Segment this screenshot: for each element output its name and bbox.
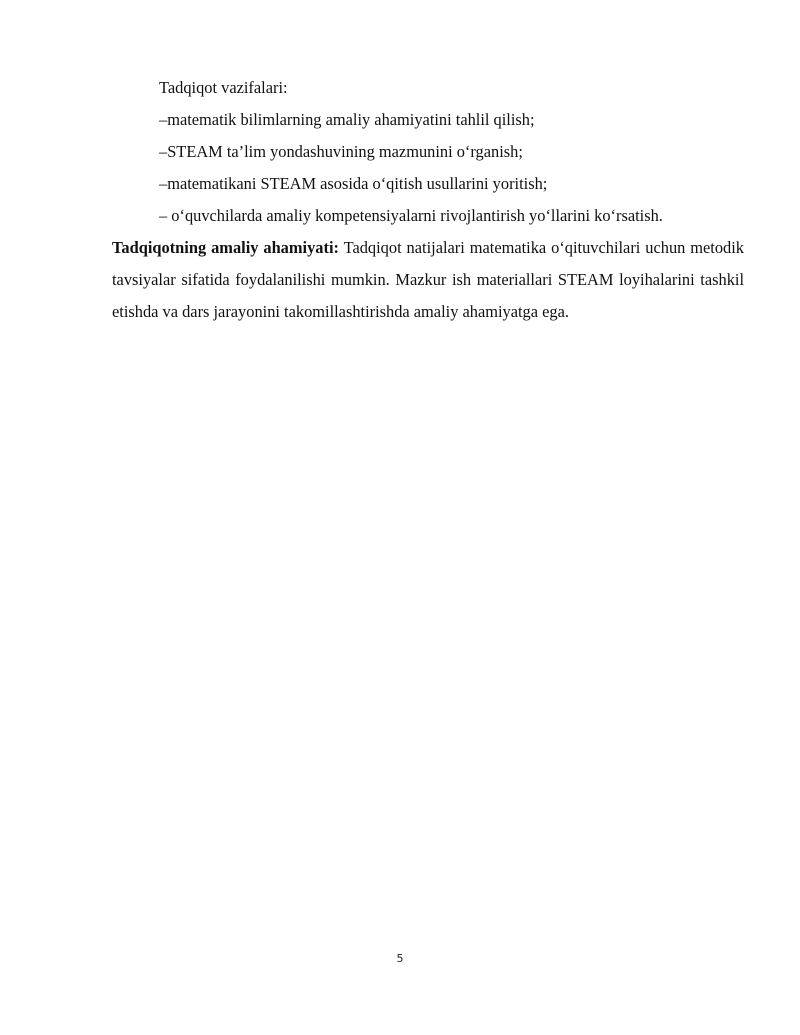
task-item: –matematikani STEAM asosida o‘qitish usullarini yoritish; <box>159 174 548 193</box>
task-item: – o‘quvchilarda amaliy kompetensiyalarni rivojlantirish yo‘llarini ko‘rsatish. <box>159 206 663 225</box>
task-item: –matematik bilimlarning amaliy ahamiyatini tahlil qilish; <box>159 110 535 129</box>
page-body <box>112 72 744 328</box>
page-number: 5 <box>396 952 404 965</box>
significance-label: Tadqiqotning amaliy ahamiyati: <box>112 238 339 257</box>
task-item: –STEAM ta’lim yondashuvining mazmunini o‘rganish; <box>159 142 523 161</box>
tasks-heading: Tadqiqot vazifalari: <box>159 78 288 97</box>
significance-paragraph <box>112 232 744 328</box>
significance-text: Tadqiqot natijalari matematika o‘qituvchilari uchun metodik tavsiyalar sifatida foydalanilishi mumkin. Mazkur ish materiallari STEAM loyihalarini tashkil etishda va dars jarayonini takomillashtirishda amaliy ahamiyatga ega. <box>112 238 744 321</box>
